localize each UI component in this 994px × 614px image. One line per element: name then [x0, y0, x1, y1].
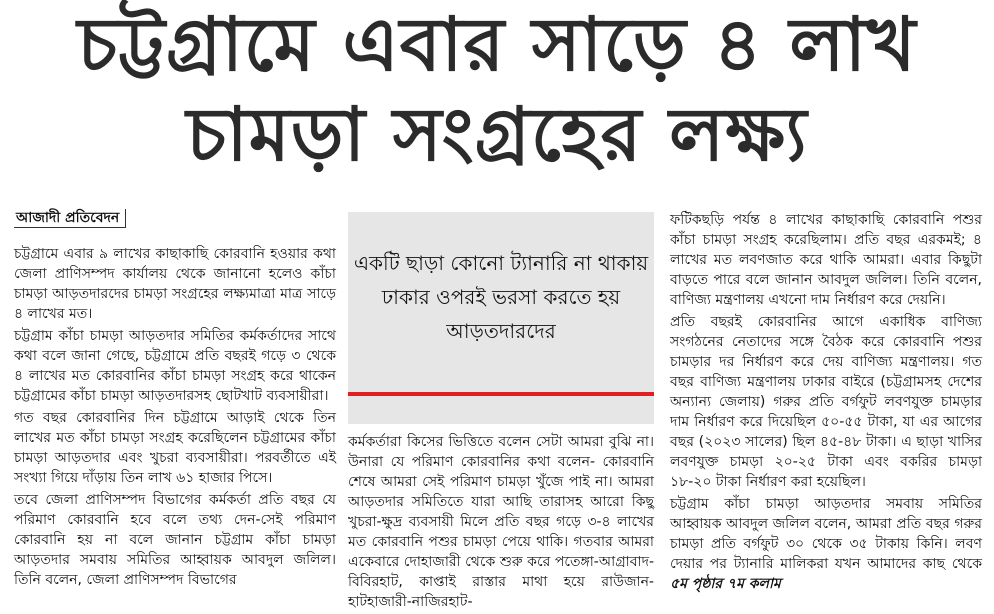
article-column-1 [14, 208, 336, 592]
paragraph [670, 494, 982, 594]
continued-on-link[interactable]: ৫ম পৃষ্ঠার ৭ম কলাম [670, 576, 781, 592]
paragraph: গত বছর কোরবানির দিন চট্টগ্রামে আড়াই থেকে তিন লাখের মত কাঁচা চামড়া সংগ্রহ করেছিলেন চট্টগ্রামের কাঁচা চামড়া আড়তদার এবং খুচরা ব্যবসায়ীরা। পরবর্তীতে এই সংখ্যা গিয়ে দাঁড়ায় তিন লাখ ৬১ হাজার পিসে। [14, 410, 336, 486]
pull-quote-box [348, 212, 654, 424]
pull-quote-divider [348, 392, 654, 396]
paragraph: চট্টগ্রাম কাঁচা চামড়া আড়তদার সমিতির কর্মকর্তাদের সাথে কথা বলে জানা গেছে, চট্টগ্রামে প্রতি বছরই গড়ে ৩ থেকে ৪ লাখের মত কোরবানির কাঁচা চামড়া সংগ্রহ করে থাকেন চট্টগ্রামের কাঁচা চামড়া আড়তদারসহ ছোটখাট ব্যবসায়ীরা। [14, 328, 336, 404]
paragraph: ফটিকছড়ি পর্যন্ত ৪ লাখের কাছাকাছি কোরবানি পশুর কাঁচা চামড়া সংগ্রহ করেছিলাম। প্রতি বছর এরকমই; ৪ লাখের মত লবণজাত করে থাকি আমরা। এবার কিছুটা বাড়তে পারে বলে জানান আবদুল জলিল। তিনি বলেন, বাণিজ্য মন্ত্রণালয় এখনো দাম নির্ধারণ করে দেয়নি। [670, 212, 982, 308]
headline-line-2: চামড়া সংগ্রহের লক্ষ্য [186, 92, 808, 178]
paragraph: তবে জেলা প্রাণিসম্পদ বিভাগের কর্মকর্তা প্রতি বছর যে পরিমাণ কোরবানি হবে বলে তথ্য দেন-সেই পরিমাণ কোরবানি হয় না বলে জানান চট্টগ্রাম কাঁচা চামড়া আড়তদার সমবায় সমিতির আহ্বায়ক আবদুল জলিল। তিনি বলেন, জেলা প্রাণিসম্পদ বিভাগের [14, 492, 336, 588]
paragraph: কর্মকর্তারা কিসের ভিত্তিতে বলেন সেটা আমরা বুঝি না। উনারা যে পরিমাণ কোরবানির কথা বলেন- কোরবানি শেষে আমরা সেই পরিমাণ চামড়া খুঁজে পাই না। আমরা আড়তদার সমিতিতে যারা আছি তারাসহ আরো কিছু খুচরা-ক্ষুদ্র ব্যবসায়ী মিলে প্রতি বছর গড়ে ৩-৪ লাখের মত কোরবানি পশুর চামড়া পেয়ে থাকি। গতবার আমরা একেবারে দোহাজারী থেকে শুরু করে পতেঙ্গা-আগ্রাবাদ-বিবিরহাট, কাপ্তাই রাস্তার মাথা হয়ে রাউজান-হাটহাজারী-নাজিরহাট- [348, 434, 654, 610]
paragraph-text: চট্টগ্রাম কাঁচা চামড়া আড়তদার সমবায় সমিতির আহ্বায়ক আবদুল জলিল বলেন, আমরা প্রতি বছর গরুর চামড়া প্রতি বর্গফুট ৩০ থেকে ৩৫ টাকায় কিনি। লবণ দেয়ার পর ট্যানারি মালিকরা যখন আমাদের কাছ থেকে [670, 496, 982, 572]
article-column-2 [348, 432, 654, 614]
byline: আজাদী প্রতিবেদন [14, 209, 126, 228]
headline [0, 0, 994, 200]
headline-line-1: চট্টগ্রামে এবার সাড়ে ৪ লাখ [77, 2, 917, 88]
paragraph: চট্টগ্রামে এবার ৯ লাখের কাছাকাছি কোরবানি হওয়ার কথা জেলা প্রাণিসম্পদ কার্যালয় থেকে জানানো হলেও কাঁচা চামড়া আড়তদারদের চামড়া সংগ্রহের লক্ষ্যমাত্রা মাত্র সাড়ে ৪ লাখের মত। [14, 246, 336, 322]
article-column-3 [670, 210, 982, 596]
paragraph: প্রতি বছরই কোরবানির আগে একাধিক বাণিজ্য সংগঠনের নেতাদের সঙ্গে বৈঠক করে কোরবানি পশুর চামড়ার দর নির্ধারণ করে দেয় বাণিজ্য মন্ত্রণালয়। গত বছর বাণিজ্য মন্ত্রণালয় ঢাকার বাইরে (চট্টগ্রামসহ দেশের অন্যান্য জেলায়) গরুর প্রতি বর্গফুট লবণযুক্ত চামড়ার দাম নির্ধারণ করে দিয়েছিল ৫০-৫৫ টাকা, যা এর আগের বছর (২০২৩ সালের) ছিল ৪৫-৪৮ টাকা। এ ছাড়া খাসির লবণযুক্ত চামড়া ২০-২৫ টাকা এবং বকরির চামড়া ১৮-২০ টাকা নির্ধারণ করা হয়েছিল। [670, 314, 982, 490]
pull-quote-text: একটি ছাড়া কোনো ট্যানারি না থাকায় ঢাকার ওপরই ভরসা করতে হয় আড়তদারদের [353, 251, 649, 343]
